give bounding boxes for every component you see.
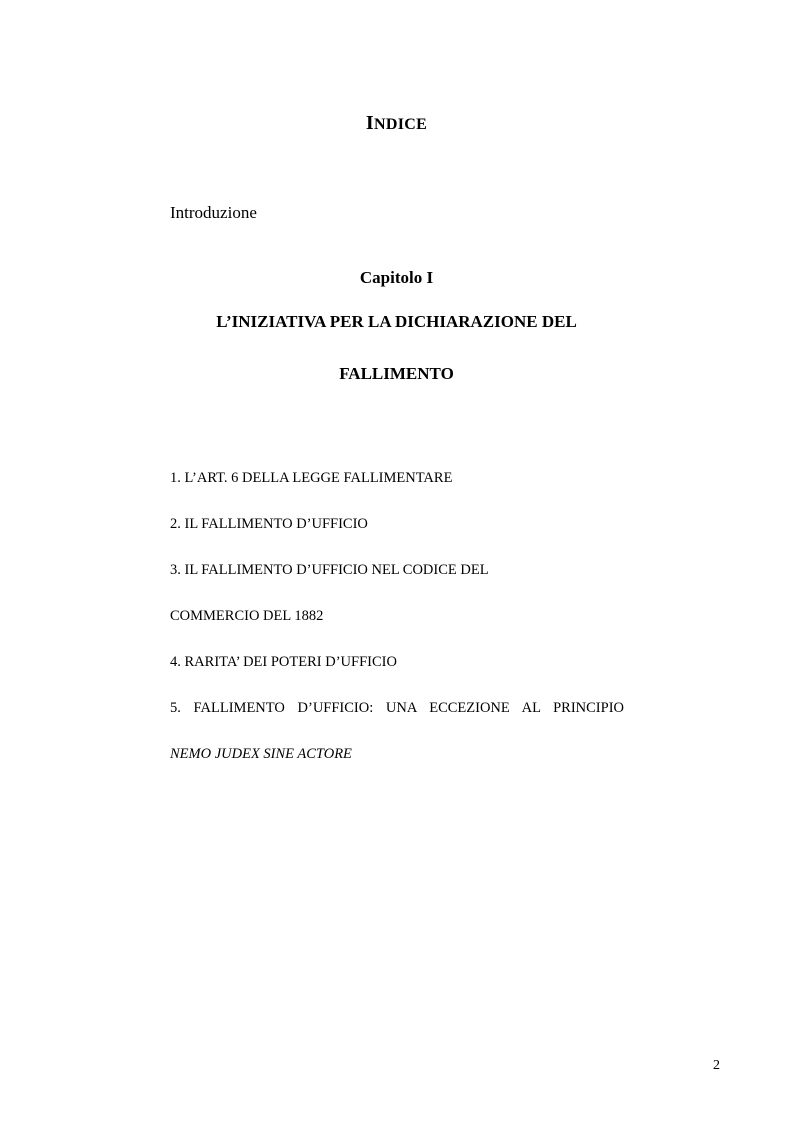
chapter-title-line-2: FALLIMENTO [339, 364, 454, 383]
toc-entry-3-line-1: 3. IL FALLIMENTO D’UFFICIO NEL CODICE DEL [170, 562, 489, 578]
chapter-title-line-1: L’INIZIATIVA PER LA DICHIARAZIONE DEL [216, 312, 577, 331]
toc-entry-3-line-2: COMMERCIO DEL 1882 [170, 608, 324, 624]
page-number: 2 [713, 1058, 720, 1073]
page-title-initial: I [365, 112, 375, 134]
toc-entry-4: 4. RARITA’ DEI POTERI D’UFFICIO [170, 654, 397, 670]
chapter-number: Capitolo I [359, 268, 434, 287]
page-title [0, 112, 793, 135]
toc-entry-2: 2. IL FALLIMENTO D’UFFICIO [170, 516, 368, 532]
toc-entry-1: 1. L’ART. 6 DELLA LEGGE FALLIMENTARE [170, 470, 453, 486]
page-title-rest: NDICE [374, 116, 428, 133]
toc-entry-5-line-2: NEMO JUDEX SINE ACTORE [170, 746, 352, 762]
toc-entry-5-line-1: 5. FALLIMENTO D’UFFICIO: UNA ECCEZIONE AL PRINCIPIO [170, 700, 624, 716]
introduction-entry: Introduzione [170, 203, 257, 222]
